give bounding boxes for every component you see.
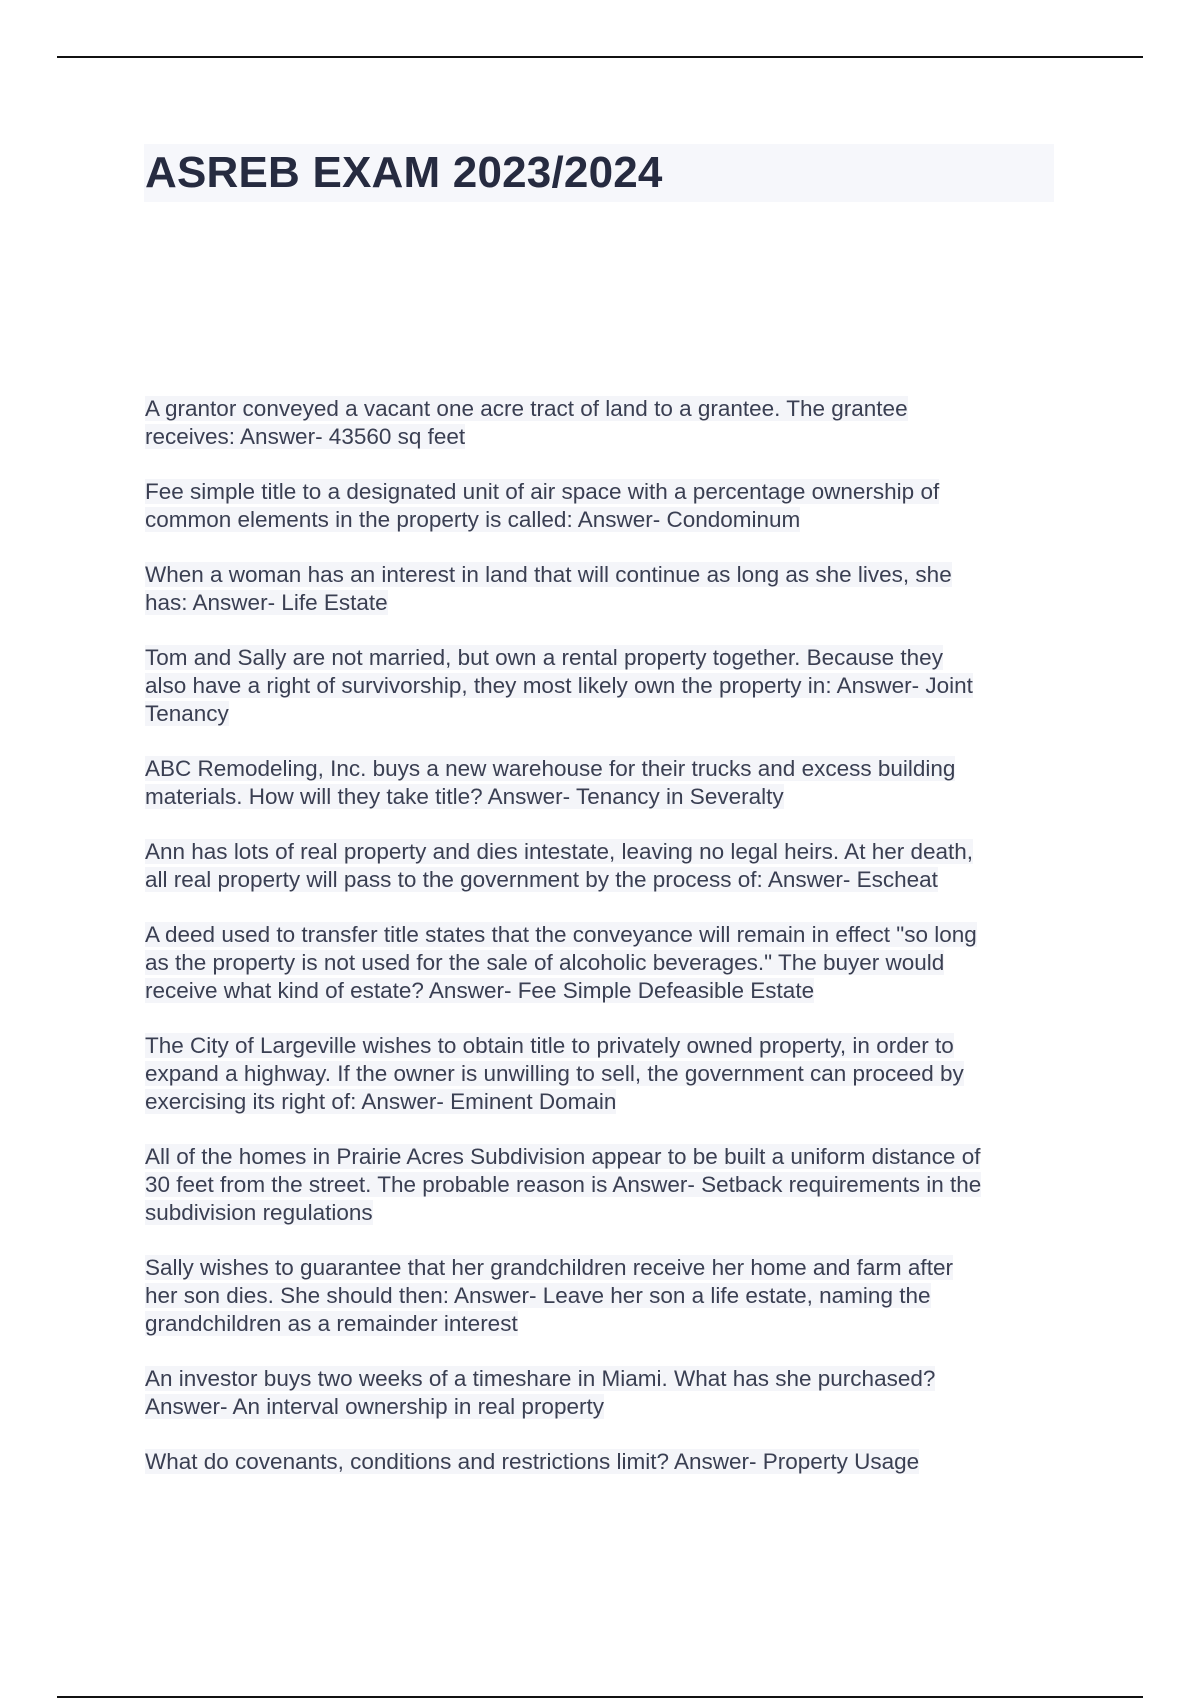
qa-line-text: When a woman has an interest in land that will continue as long as she lives, she	[145, 562, 952, 587]
qa-item	[145, 838, 1055, 894]
qa-line-text: common elements in the property is called: Answer- Condominum	[145, 507, 801, 532]
qa-line-text: ABC Remodeling, Inc. buys a new warehouse for their trucks and excess building	[145, 756, 956, 781]
qa-item	[145, 1365, 1055, 1421]
qa-line-text: An investor buys two weeks of a timeshare in Miami. What has she purchased?	[145, 1366, 936, 1391]
qa-line	[145, 1448, 1055, 1476]
qa-line	[145, 1199, 1055, 1227]
qa-line	[145, 755, 1055, 783]
qa-line	[145, 977, 1055, 1005]
qa-line	[145, 672, 1055, 700]
qa-item	[145, 921, 1055, 1005]
qa-line-text: Answer- An interval ownership in real property	[145, 1394, 604, 1419]
qa-line	[145, 921, 1055, 949]
qa-line-text: A deed used to transfer title states that the conveyance will remain in effect "so long	[145, 922, 977, 947]
qa-line	[145, 1088, 1055, 1116]
qa-item	[145, 478, 1055, 534]
qa-line	[145, 1393, 1055, 1421]
qa-line-text: Tom and Sally are not married, but own a rental property together. Because they	[145, 645, 943, 670]
qa-line	[145, 866, 1055, 894]
qa-line-text: grandchildren as a remainder interest	[145, 1311, 518, 1336]
qa-line	[145, 1254, 1055, 1282]
qa-line	[145, 423, 1055, 451]
qa-line-text: 30 feet from the street. The probable reason is Answer- Setback requirements in the	[145, 1172, 982, 1197]
qa-line	[145, 1171, 1055, 1199]
qa-item	[145, 755, 1055, 811]
qa-line-text: exercising its right of: Answer- Eminent Domain	[145, 1089, 617, 1114]
qa-line	[145, 506, 1055, 534]
qa-item	[145, 561, 1055, 617]
question-answer-list	[145, 395, 1055, 1503]
qa-line-text: her son dies. She should then: Answer- Leave her son a life estate, naming the	[145, 1283, 931, 1308]
qa-item	[145, 1254, 1055, 1338]
qa-line	[145, 478, 1055, 506]
qa-line-text: All of the homes in Prairie Acres Subdivision appear to be built a uniform distance of	[145, 1144, 981, 1169]
qa-line	[145, 783, 1055, 811]
qa-line-text: as the property is not used for the sale of alcoholic beverages." The buyer would	[145, 950, 945, 975]
qa-line-text: Ann has lots of real property and dies intestate, leaving no legal heirs. At her death,	[145, 839, 974, 864]
qa-item	[145, 644, 1055, 728]
qa-line	[145, 395, 1055, 423]
qa-item	[145, 395, 1055, 451]
qa-line	[145, 1032, 1055, 1060]
top-rule	[57, 56, 1143, 58]
qa-line-text: What do covenants, conditions and restrictions limit? Answer- Property Usage	[145, 1449, 920, 1474]
qa-line-text: The City of Largeville wishes to obtain title to privately owned property, in order to	[145, 1033, 954, 1058]
qa-line-text: Fee simple title to a designated unit of air space with a percentage ownership of	[145, 479, 940, 504]
qa-line	[145, 838, 1055, 866]
qa-line-text: A grantor conveyed a vacant one acre tract of land to a grantee. The grantee	[145, 396, 908, 421]
qa-line	[145, 949, 1055, 977]
qa-line-text: receive what kind of estate? Answer- Fee Simple Defeasible Estate	[145, 978, 815, 1003]
qa-item	[145, 1143, 1055, 1227]
qa-line	[145, 1060, 1055, 1088]
qa-line	[145, 1365, 1055, 1393]
qa-line-text: receives: Answer- 43560 sq feet	[145, 424, 466, 449]
qa-line	[145, 1310, 1055, 1338]
qa-line-text: has: Answer- Life Estate	[145, 590, 388, 615]
qa-item	[145, 1448, 1055, 1476]
bottom-rule	[57, 1696, 1143, 1698]
qa-line-text: Tenancy	[145, 701, 229, 726]
qa-line-text: expand a highway. If the owner is unwilling to sell, the government can proceed by	[145, 1061, 964, 1086]
qa-line	[145, 700, 1055, 728]
qa-line-text: subdivision regulations	[145, 1200, 373, 1225]
document-title: ASREB EXAM 2023/2024	[145, 148, 663, 197]
qa-line	[145, 644, 1055, 672]
qa-line	[145, 1143, 1055, 1171]
qa-line	[145, 1282, 1055, 1310]
qa-line	[145, 589, 1055, 617]
qa-line	[145, 561, 1055, 589]
qa-line-text: also have a right of survivorship, they most likely own the property in: Answer- Joint	[145, 673, 973, 698]
qa-line-text: materials. How will they take title? Answer- Tenancy in Severalty	[145, 784, 784, 809]
qa-line-text: Sally wishes to guarantee that her grandchildren receive her home and farm after	[145, 1255, 953, 1280]
qa-line-text: all real property will pass to the government by the process of: Answer- Escheat	[145, 867, 938, 892]
qa-item	[145, 1032, 1055, 1116]
